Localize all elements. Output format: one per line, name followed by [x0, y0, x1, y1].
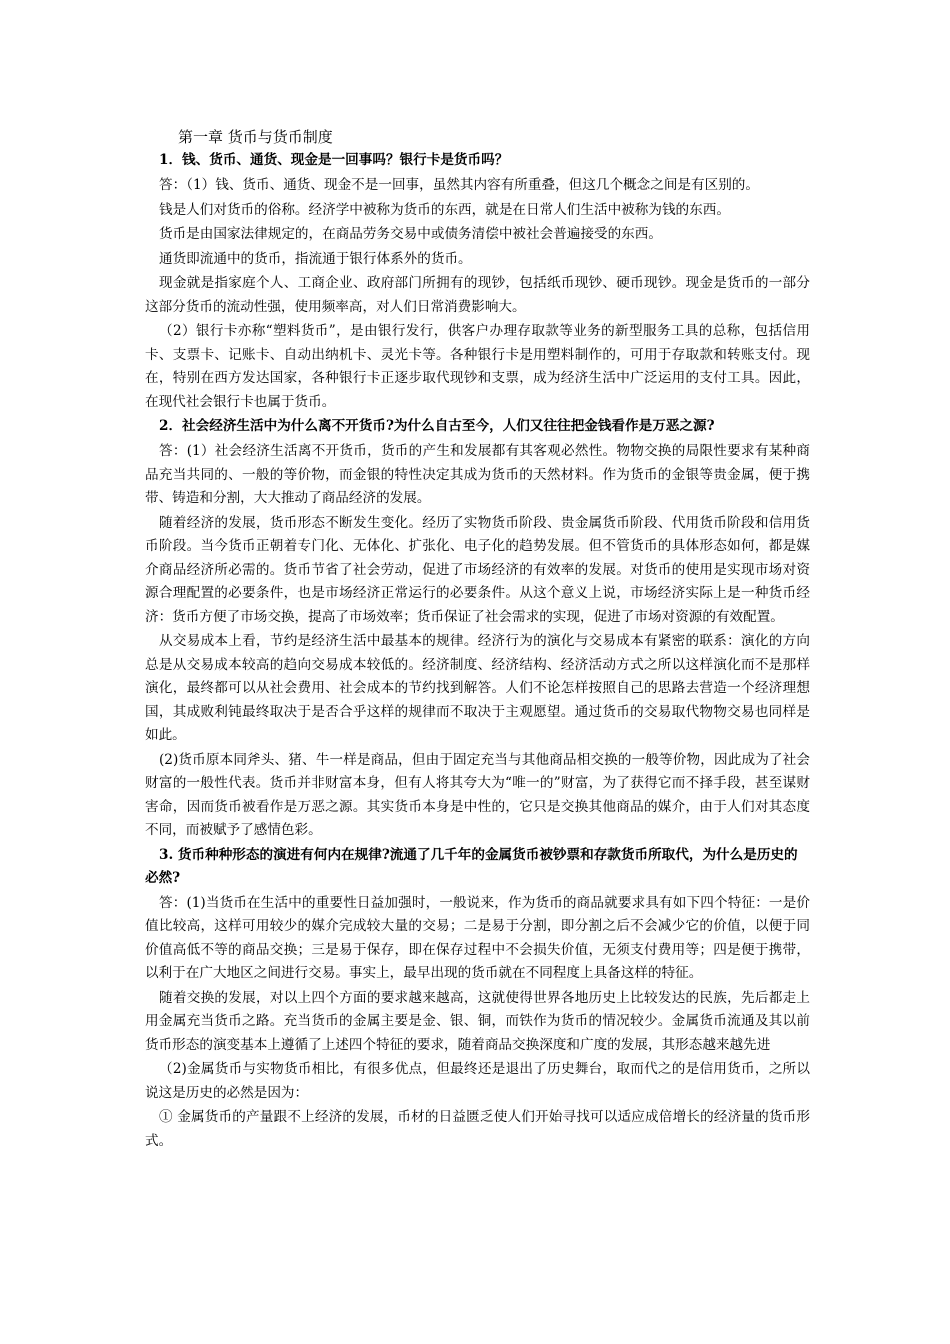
answer-paragraph: 答：（1）钱、货币、通货、现金不是一回事，虽然其内容有所重叠，但这几个概念之间是有区别的。: [159, 177, 759, 193]
answer-paragraph: 答：(1）社会经济生活离不开货币，货币的产生和发展都有其客观必然性。物物交换的局限性要求有某种商品充当共同的、一般的等价物，而金银的特性决定其成为货币的天然材料。作为货币的金银等贵金属，便于携带、铸造和分割，大大推动了商品经济的发展。: [145, 443, 810, 506]
answer-paragraph: 现金就是指家庭个人、工商企业、政府部门所拥有的现钞，包括纸币现钞、硬币现钞。现金是货币的一部分这部分货币的流动性强，使用频率高，对人们日常消费影响大。: [145, 275, 810, 315]
answer-paragraph: （2)金属货币与实物货币相比，有很多优点，但最终还是退出了历史舞台，取而代之的是信用货币，之所以说这是历史的必然是因为：: [145, 1061, 810, 1101]
answer-paragraph: 答：(1)当货币在生活中的重要性日益加强时，一般说来，作为货币的商品就要求具有如下四个特征：一是价值比较高，这样可用较少的媒介完成较大量的交易；二是易于分割，即分割之后不会减少它的价值，以便于同价值高低不等的商品交换；三是易于保存，即在保存过程中不会损失价值，无须支付费用等；四是便于携带，以利于在广大地区之间进行交易。事实上，最早出现的货币就在不同程度上具备这样的特征。: [145, 894, 810, 981]
question-heading: 1．钱、货币、通货、现金是一回事吗？银行卡是货币吗？: [159, 152, 509, 168]
answer-paragraph: 通货即流通中的货币，指流通于银行体系外的货币。: [159, 250, 472, 267]
answer-paragraph: （2）银行卡亦称“塑料货币”，是由银行发行，供客户办理存取款等业务的新型服务工具的总称，包括信用卡、支票卡、记账卡、自动出纳机卡、灵光卡等。各种银行卡是用塑料制作的，可用于存取款和转账支付。现在，特别在西方发达国家，各种银行卡正逐步取代现钞和支票，成为经济生活中广泛运用的支付工具。因此，在现代社会银行卡也属于货币。: [145, 323, 810, 410]
content-blocks: [145, 149, 810, 1153]
answer-paragraph: (2)货币原本同斧头、猪、牛一样是商品，但由于固定充当与其他商品相交换的一般等价物，因此成为了社会财富的一般性代表。货币并非财富本身，但有人将其夸大为“唯一的”财富，为了获得它而不择手段，甚至谋财害命，因而货币被看作是万恶之源。其实货币本身是中性的，它只是交换其他商品的媒介，由于人们对其态度不同，而被赋予了感情色彩。: [145, 751, 810, 838]
question-heading: 3. 货币种种形态的演进有何内在规律?流通了几千年的金属货币被钞票和存款货币所取代，为什么是历史的必然?: [145, 846, 798, 886]
answer-paragraph: 随着交换的发展，对以上四个方面的要求越来越高，这就使得世界各地历史上比较发达的民族，先后都走上用金属充当货币之路。充当货币的金属主要是金、银、铜，而铁作为货币的情况较少。金属货币流通及其以前货币形态的演变基本上遵循了上述四个特征的要求，随着商品交换深度和广度的发展，其形态越来越先进: [145, 989, 810, 1053]
answer-paragraph: 货币是由国家法律规定的，在商品劳务交易中或债务清偿中被社会普遍接受的东西。: [159, 226, 662, 242]
answer-paragraph: 随着经济的发展，货币形态不断发生变化。经历了实物货币阶段、贵金属货币阶段、代用货币阶段和信用货币阶段。当今货币正朝着专门化、无体化、扩张化、电子化的趋势发展。但不管货币的具体形态如何，都是媒介商品经济所必需的。货币节省了社会劳动，促进了市场经济的有效率的发展。对货币的使用是实现市场对资源合理配置的必要条件，也是市场经济正常运行的必要条件。从这个意义上说，市场经济实际上是一种货币经济：货币方便了市场交换，提高了市场效率；货币保证了社会需求的实现，促进了市场对资源的有效配置。: [145, 514, 810, 625]
chapter-title: 第一章 货币与货币制度: [178, 128, 333, 146]
document-body: [145, 125, 810, 1154]
answer-paragraph: 从交易成本上看，节约是经济生活中最基本的规律。经济行为的演化与交易成本有紧密的联系：演化的方向总是从交易成本较高的趋向交易成本较低的。经济制度、经济结构、经济活动方式之所以这样演化而不是那样演化，最终都可以从社会费用、社会成本的节约找到解答。人们不论怎样按照自己的思路去营造一个经济理想国，其成败利钝最终取决于是否合乎这样的规律而不取决于主观愿望。通过货币的交易取代物物交易也同样是如此。: [145, 633, 810, 743]
answer-paragraph: ① 金属货币的产量跟不上经济的发展，币材的日益匮乏使人们开始寻找可以适应成倍增长的经济量的货币形式。: [145, 1109, 810, 1149]
answer-paragraph: 钱是人们对货币的俗称。经济学中被称为货币的东西，就是在日常人们生活中被称为钱的东西。: [159, 201, 730, 218]
question-heading: 2．社会经济生活中为什么离不开货币?为什么自古至今，人们又往往把金钱看作是万恶之源?: [159, 418, 715, 434]
